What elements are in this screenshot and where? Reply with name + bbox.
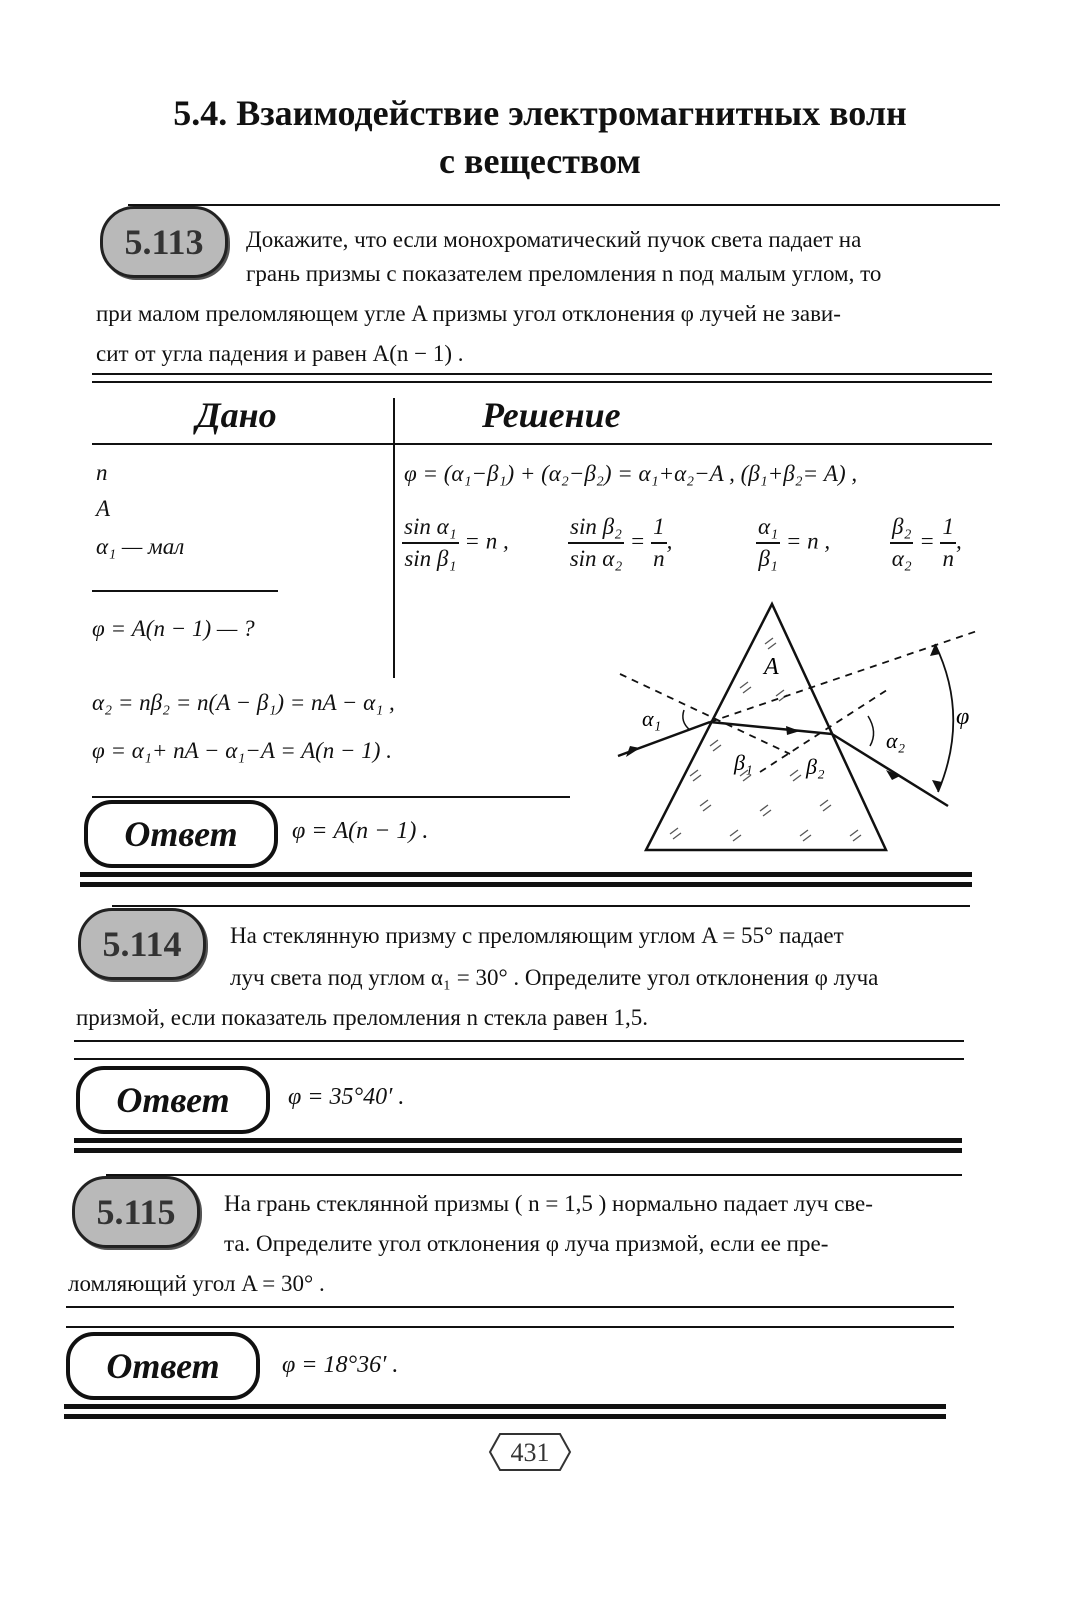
divider [74, 1138, 962, 1143]
fraction-numerator: β₂ [890, 512, 913, 544]
problem-text-line: Докажите, что если монохроматический пучок света падает на [246, 227, 862, 252]
fraction-angle-ratio-2: $\frac{\text{β₂}}{\text{α₂}}$ = $\frac{1}{n}$ , [890, 512, 962, 574]
given-rule [92, 590, 278, 592]
solution-equation: φ = α₁+ nA − α₁−A = A(n − 1) . [92, 738, 392, 763]
problem-text-line: сит от угла падения и равен A(n − 1) . [96, 341, 464, 366]
deviation-arc [935, 644, 953, 792]
problem-text-line: На стеклянную призму с преломляющим углом A = 55° падает [230, 923, 844, 948]
problem-text-line: при малом преломляющем угле A призмы угол отклонения φ лучей не зави- [96, 301, 841, 326]
section-title-line1: 5.4. Взаимодействие электромагнитных волн [173, 93, 907, 133]
problem-text-line: ломляющий угол A = 30° . [68, 1271, 325, 1296]
fraction-numerator: sin α₁ [402, 512, 459, 544]
problem-text-line: призмой, если показатель преломления n стекла равен 1,5. [76, 1005, 649, 1030]
problem-number-badge: 5.115 [72, 1176, 200, 1248]
solution-header: Решение [482, 395, 621, 435]
fraction-numerator: 1 [940, 512, 956, 544]
fraction-denominator: α₂ [891, 546, 912, 571]
fraction-numerator: 1 [651, 512, 667, 544]
divider [64, 1414, 946, 1419]
answer-value: φ = A(n − 1) . [292, 818, 429, 844]
prism-diagram [600, 596, 1000, 866]
answer-label-box: Ответ [84, 800, 278, 868]
label-alpha2: α₂ [886, 728, 906, 753]
fraction-denominator: sin β₁ [404, 546, 457, 571]
divider [92, 373, 992, 375]
fraction-sin-ratio-1 [402, 512, 509, 574]
fraction-denominator: n [942, 546, 954, 571]
label-beta1: β₁ [734, 750, 753, 775]
problem-number-badge: 5.113 [100, 206, 228, 278]
fraction-rhs: = n , [464, 528, 509, 554]
given-item: n [96, 460, 108, 485]
divider [74, 1058, 964, 1060]
divider [92, 381, 992, 383]
fraction-denominator: n [653, 546, 665, 571]
label-alpha1: α₁ [642, 706, 662, 731]
divider [66, 1306, 954, 1308]
answer-value: φ = 35°40′ . [288, 1084, 405, 1110]
answer-value: φ = 18°36′ . [282, 1352, 399, 1378]
fraction-numerator: sin β₂ [568, 512, 624, 544]
problem-number-badge: 5.114 [78, 908, 206, 980]
section-title-line2: с веществом [439, 141, 641, 181]
problem-text-line: грань призмы с показателем преломления n под малым углом, то [246, 261, 882, 286]
problem-text-line: На грань стеклянной призмы ( n = 1,5 ) нормально падает луч све- [224, 1191, 873, 1216]
given-header: Дано [196, 395, 277, 435]
divider [80, 882, 972, 887]
problem-text-line: та. Определите угол отклонения φ луча призмой, если ее пре- [224, 1231, 829, 1256]
angle-arc [683, 710, 690, 730]
solution-equation: φ = (α₁−β₁) + (α₂−β₂) = α₁+α₂−A , (β₁+β₂= A) , [404, 461, 858, 486]
label-apex: A [764, 654, 779, 680]
fraction-sin-ratio-2: $\frac{\text{sin β₂}}{\text{sin α₂}}$ = $\frac{1}{n}$ , [568, 512, 672, 574]
fraction-angle-ratio-1 [756, 512, 830, 574]
divider [66, 1326, 954, 1328]
arrowhead [786, 726, 800, 735]
given-item: A [96, 496, 111, 521]
problem-text-line: луч света под углом α₁ = 30° . Определите угол отклонения φ луча [230, 965, 879, 990]
divider [74, 1040, 964, 1042]
answer-label-box: Ответ [76, 1066, 270, 1134]
divider [64, 1404, 946, 1409]
fraction-numerator: α₁ [756, 512, 780, 544]
given-question: φ = A(n − 1) — ? [92, 616, 255, 641]
divider [128, 204, 1000, 206]
given-item: α₁ — мал [96, 534, 185, 559]
table-column-divider [393, 398, 395, 678]
page-number-badge [488, 1432, 572, 1472]
table-header-rule [92, 443, 992, 445]
divider [80, 872, 972, 877]
fraction-denominator: sin α₂ [569, 546, 623, 571]
solution-equation: α₂ = nβ₂ = n(A − β₁) = nA − α₁ , [92, 690, 395, 715]
divider [112, 905, 970, 907]
divider [106, 1174, 962, 1176]
answer-label-box: Ответ [66, 1332, 260, 1400]
fraction-rhs: = n , [785, 528, 831, 554]
page-number: 431 [510, 1438, 550, 1467]
divider [92, 796, 570, 798]
angle-arc [868, 716, 874, 746]
arrowhead [626, 746, 640, 757]
fraction-denominator: β₁ [758, 546, 778, 571]
label-phi: φ [956, 704, 970, 730]
refracted-ray [710, 722, 832, 734]
divider [74, 1148, 962, 1153]
label-beta2: β₂ [806, 754, 825, 779]
